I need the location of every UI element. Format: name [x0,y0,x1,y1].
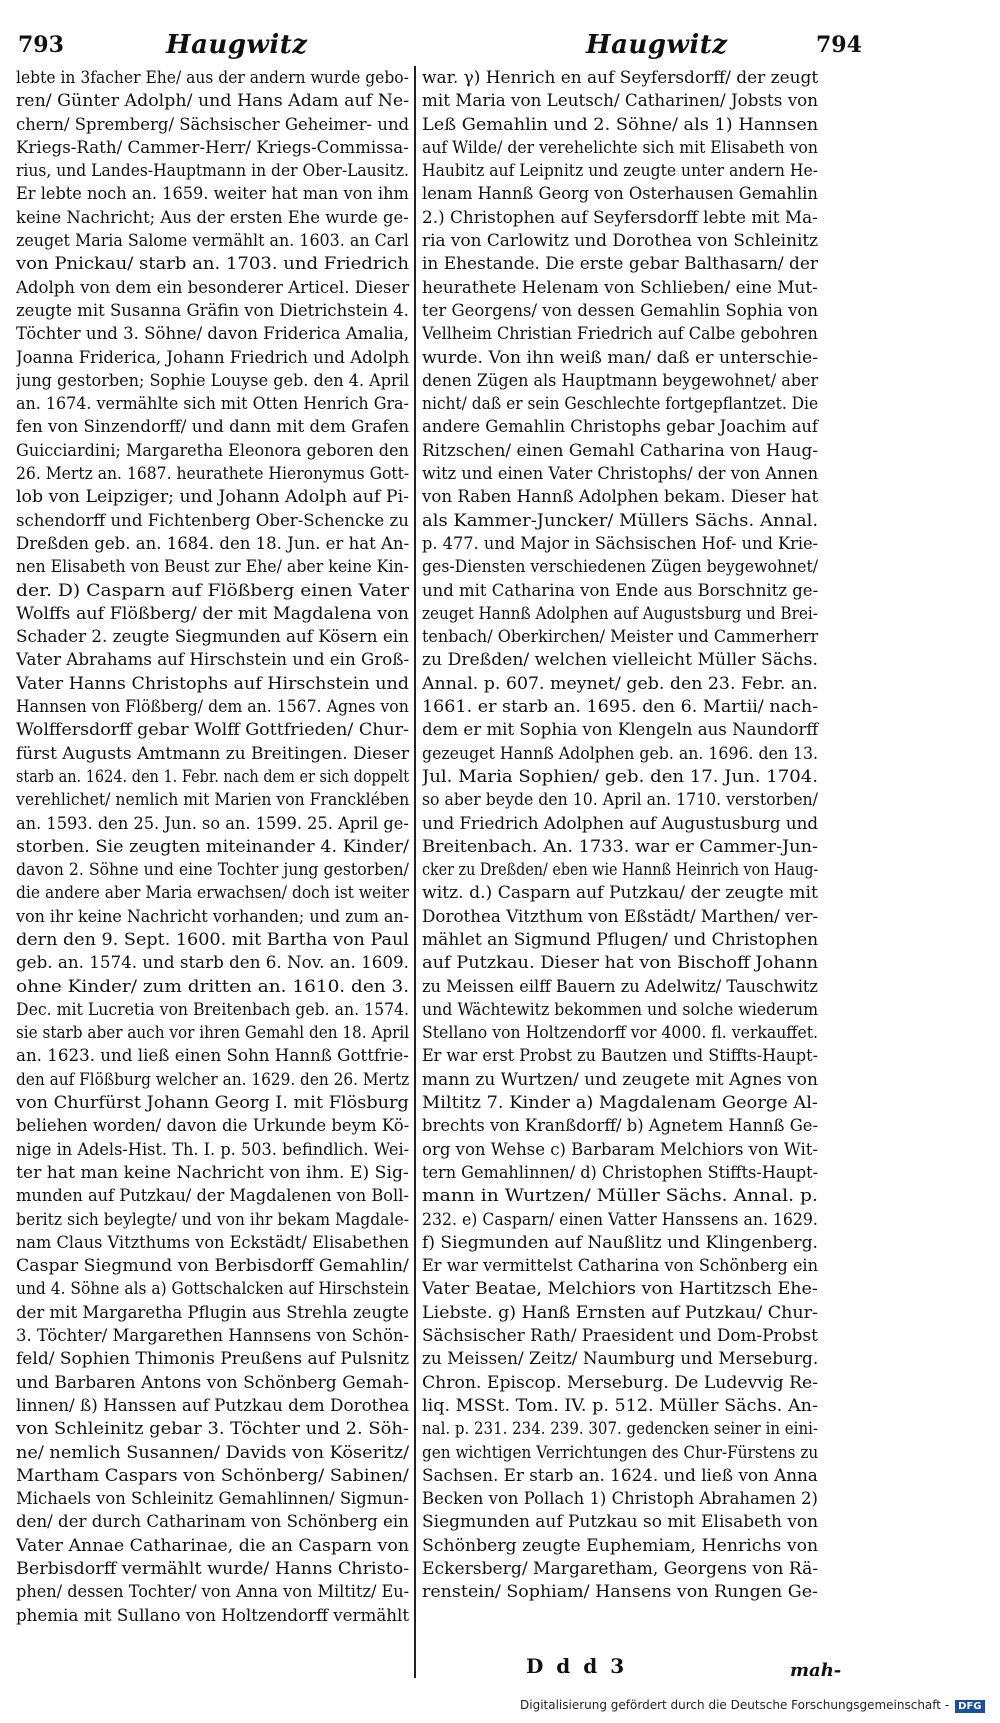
text-line: sie starb aber auch vor ihren Gemahl den 18. April [16,1022,410,1043]
text-line: schendorff und Fichtenberg Ober-Schencke zu [16,509,409,530]
text-line: Kriegs-Rath/ Cammer-Herr/ Kriegs-Commissa- [16,136,409,157]
text-line: zu Meissen/ Zeitz/ Naumburg und Merseburg. [422,1348,819,1369]
text-line: Ritzschen/ einen Gemahl Catharina von Haug- [422,439,818,460]
text-line: an. 1593. den 25. Jun. so an. 1599. 25. April ge- [16,812,409,833]
text-line: Siegmunden auf Putzkau so mit Elisabeth von [422,1511,819,1532]
text-line: Schönberg zeugte Euphemiam, Henrichs von [422,1534,819,1555]
text-line: cker zu Dreßden/ eben wie Hannß Heinrich von Haug- [422,859,819,880]
text-line: Jul. Maria Sophien/ geb. den 17. Jun. 1704. [422,765,819,786]
text-line: Dreßden geb. an. 1684. den 18. Jun. er hat An- [16,532,410,553]
text-line: Adolph von dem ein besonderer Articel. Dieser [16,276,410,297]
text-line: munden auf Putzkau/ der Magdalenen von Boll- [16,1185,409,1206]
text-line: tenbach/ Oberkirchen/ Meister und Cammerherr [422,626,819,647]
text-line: ter hat man keine Nachricht von ihm. E) Sig- [16,1161,409,1182]
text-line: beritz sich beylegte/ und von ihr bekam Magdale- [16,1208,410,1229]
text-line: Schader 2. zeugte Siegmunden auf Kösern ein [16,626,409,647]
text-line: Leß Gemahlin und 2. Söhne/ als 1) Hannsen [422,113,819,134]
text-line: an. 1623. und ließ einen Sohn Hannß Gottfrie- [16,1045,409,1066]
text-line: Vater Annae Catharinae, die an Casparn von [16,1534,410,1555]
text-line: mählet an Sigmund Pflugen/ und Christophen [422,928,819,949]
text-line: storben. Sie zeugten miteinander 4. Kinder/ [16,835,409,856]
text-line: dem er mit Sophia von Klengeln aus Naundorff [422,719,819,740]
text-line: ria von Carlowitz und Dorothea von Schleinitz [422,230,819,251]
text-line: feld/ Sophien Thimonis Preußens auf Pulsnitz [16,1348,410,1369]
text-line: und mit Catharina von Ende aus Borschnitz ge- [422,579,819,600]
text-line: gezeuget Hannß Adolphen geb. an. 1696. den 13. [422,742,819,763]
text-line: jung gestorben; Sophie Louyse geb. den 4. April [16,369,410,390]
text-line: der mit Margaretha Pflugin aus Strehla zeugte [16,1301,409,1322]
dfg-logo: DFG [955,1700,984,1713]
text-line: Vater Abrahams auf Hirschstein und ein Groß- [16,649,410,670]
text-line: und Barbaren Antons von Schönberg Gemah- [16,1371,410,1392]
text-line: denen Zügen als Hauptmann beygewohnet/ aber [422,369,819,390]
text-line: Wolffs auf Flößberg/ der mit Magdalena von [16,602,409,623]
text-line: an. 1674. vermählte sich mit Otten Henrich Gra- [16,393,409,414]
text-line: heurathete Helenam von Schlieben/ eine Mut- [422,276,818,297]
right-running-head: Haugwitz [586,30,728,60]
text-line: Berbisdorff vermählt wurde/ Hanns Christo- [16,1558,410,1578]
text-line: ohne Kinder/ zum dritten an. 1610. den 3. [16,975,410,996]
text-line: witz. d.) Casparn auf Putzkau/ der zeugte mit [422,882,818,903]
text-line: rius, und Landes-Hauptmann in der Ober-Lausitz. [16,160,409,181]
text-line: dern den 9. Sept. 1600. mit Bartha von Paul [16,928,409,949]
text-line: 3. Töchter/ Margarethen Hannsens von Schön- [16,1325,410,1346]
text-line: Vellheim Christian Friedrich auf Calbe gebohren [422,323,818,344]
text-line: lenam Hannß Georg von Osterhausen Gemahlin [422,183,818,204]
text-line: nam Claus Vitzthums von Eckstädt/ Elisabethen [16,1231,409,1252]
book-page [16,26,906,1686]
left-running-head: Haugwitz [166,30,308,60]
text-line: Annal. p. 607. meynet/ geb. den 23. Febr. an. [422,672,818,693]
text-line: ne/ nemlich Susannen/ Davids von Köseritz/ [16,1441,410,1462]
text-line: in Ehestande. Die erste gebar Balthasarn/ der [422,253,818,274]
text-line: Vater Hanns Christophs auf Hirschstein und [16,672,409,693]
text-line: der. D) Casparn auf Flößberg einen Vater [16,579,410,600]
text-line: Töchter und 3. Söhne/ davon Friderica Amalia, [16,323,410,344]
text-line: von Raben Hannß Adolphen bekam. Dieser hat [422,486,819,507]
text-line: den/ der durch Catharinam von Schönberg ein [16,1511,409,1532]
text-line: zeugte mit Susanna Gräfin von Dietrichstein 4. [16,299,409,320]
text-line: und Friedrich Adolphen auf Augustusburg und [422,812,819,833]
signature-mark: D d d 3 [526,1654,628,1678]
text-line: so aber beyde den 10. April an. 1710. verstorben/ [422,789,818,810]
text-line: Vater Beatae, Melchiors von Hartitzsch Ehe- [422,1278,818,1299]
text-line: Becken von Pollach 1) Christoph Abrahamen 2) [422,1488,818,1509]
text-line: phemia mit Sullano von Holtzendorff vermählt [16,1604,410,1625]
text-line: mann in Wurtzen/ Müller Sächs. Annal. p. [422,1185,818,1206]
text-line: Joanna Friderica, Johann Friedrich und Adolph [16,346,410,367]
left-column [16,66,411,1676]
text-line: nen Elisabeth von Beust zur Ehe/ aber keine Kin- [16,556,409,577]
text-line: 1661. er starb an. 1695. den 6. Martii/ nach- [422,696,819,717]
text-line: liq. MSSt. Tom. IV. p. 512. Müller Sächs. An- [422,1394,818,1415]
text-line: starb an. 1624. den 1. Febr. nach dem er sich doppelt [16,765,410,786]
footer-text: Digitalisierung gefördert durch die Deutsche Forschungsgemeinschaft - [520,1698,950,1712]
text-line: von Schleinitz gebar 3. Töchter und 2. Söh- [16,1418,409,1439]
text-line: witz und einen Vater Christophs/ der von Annen [422,463,819,484]
text-line: linnen/ ß) Hanssen auf Putzkau dem Dorothea [16,1394,410,1415]
text-line: von ihr keine Nachricht vorhanden; und zum an- [16,905,410,926]
text-line: gen wichtigen Verrichtungen des Chur-Fürstens zu [422,1441,819,1462]
catchword: mah- [790,1660,842,1681]
text-line: und Wächtewitz bekommen und solche wiederum [422,998,819,1019]
text-line: org von Wehse c) Barbaram Melchiors von Wit- [422,1138,818,1159]
text-line: Caspar Siegmund von Berbisdorff Gemahlin/ [16,1255,409,1276]
text-line: zeuget Maria Salome vermählt an. 1603. an Carl [16,230,409,251]
text-line: ges-Diensten verschiedenen Zügen beygewohnet/ [422,556,819,577]
text-line: den auf Flößburg welcher an. 1629. den 26. Mertz [16,1068,410,1089]
text-line: auf Wilde/ der verehelichte sich mit Elisabeth von [422,136,818,157]
text-line: andere Gemahlin Christophs gebar Joachim auf [422,416,818,437]
page-header [16,26,906,60]
text-line: geb. an. 1574. und starb den 6. Nov. an. 1609. [16,952,409,973]
text-line: zu Dreßden/ welchen vielleicht Müller Sächs. [422,649,818,670]
text-line: ter Georgens/ von dessen Gemahlin Sophia von [422,299,818,320]
text-line: phen/ dessen Tochter/ von Anna von Miltitz/ Eu- [16,1581,410,1602]
text-line: Sächsischer Rath/ Praesident und Dom-Probst [422,1325,818,1346]
text-line: Er war erst Probst zu Bautzen und Stiffts-Haupt- [422,1045,819,1066]
text-line: zeuget Hannß Adolphen auf Augustsburg und Brei- [422,602,818,623]
text-line: und 4. Söhne als a) Gottschalcken auf Hirschstein [16,1278,409,1299]
text-line: auf Putzkau. Dieser hat von Bischoff Johann [422,952,819,973]
text-line: brechts von Kranßdorff/ b) Agnetem Hannß Ge- [422,1115,819,1136]
text-line: davon 2. Söhne und eine Tochter jung gestorben/ [16,859,409,880]
text-line: chern/ Spremberg/ Sächsischer Geheimer- und [16,113,410,134]
left-page-number: 793 [18,32,64,58]
text-line: mann zu Wurtzen/ und zeugete mit Agnes von [422,1068,818,1089]
text-line: keine Nachricht; Aus der ersten Ehe wurde ge- [16,206,409,227]
text-line: zu Meissen eilff Bauern zu Adelwitz/ Tauschwitz [422,975,818,996]
column-rule [414,66,416,1678]
text-line: Dorothea Vitzthum von Eßstädt/ Marthen/ ver- [422,905,819,926]
text-line: als Kammer-Juncker/ Müllers Sächs. Annal. [422,509,819,530]
text-line: die andere aber Maria erwachsen/ doch ist weiter [16,882,409,903]
text-line: renstein/ Sophiam/ Hansens von Rungen Ge- [422,1581,818,1602]
text-line: von Pnickau/ starb an. 1703. und Friedrich [16,253,409,274]
text-line: war. γ) Henrich en auf Seyfersdorff/ der zeugt [422,67,819,87]
text-line: 232. e) Casparn/ einen Vatter Hanssens an. 1629. [422,1208,818,1229]
text-line: von Churfürst Johann Georg I. mit Flösburg [16,1092,409,1113]
text-line: wurde. Von ihn weiß man/ daß er unterschie- [422,346,819,367]
text-line: Michaels von Schleinitz Gemahlinnen/ Sigmun- [16,1488,410,1509]
text-line: Haubitz auf Leipnitz und zeugte unter andern He- [422,160,818,181]
text-line: Liebste. g) Hanß Ernsten auf Putzkau/ Chur- [422,1301,818,1322]
text-line: lob von Leipziger; und Johann Adolph auf Pi- [16,486,409,507]
text-line: Er war vermittelst Catharina von Schönberg ein [422,1255,818,1276]
text-line: f) Siegmunden auf Naußlitz und Klingenberg. [422,1231,818,1252]
text-line: Stellano von Holtzendorff vor 4000. fl. verkauffet. [422,1022,819,1043]
text-line: nicht/ daß er sein Geschlechte fortgepflantzet. Die [422,393,819,414]
text-line: nige in Adels-Hist. Th. I. p. 503. befindlich. Wei- [16,1138,410,1159]
text-line: lebte in 3facher Ehe/ aus der andern wurde gebo- [16,67,409,87]
text-line: Er lebte noch an. 1659. weiter hat man von ihm [16,183,409,204]
text-line: Chron. Episcop. Merseburg. De Ludevvig Re- [422,1371,819,1392]
text-line: p. 477. und Major in Sächsischen Hof- und Krie- [422,532,819,553]
text-line: fen von Sinzendorff/ und dann mit dem Grafen [16,416,410,437]
digitization-footer [520,1696,990,1716]
text-line: Eckersberg/ Margaretham, Georgens von Rä- [422,1558,819,1578]
text-line: beliehen worden/ davon die Urkunde beym Kö- [16,1115,410,1136]
text-line: Sachsen. Er starb an. 1624. und ließ von Anna [422,1464,818,1485]
text-line: fürst Augusts Amtmann zu Breitingen. Dieser [16,742,410,763]
text-line: verehlichet/ nemlich mit Marien von Francklében [16,789,410,810]
text-line: ren/ Günter Adolph/ und Hans Adam auf Ne- [16,90,410,111]
text-line: Miltitz 7. Kinder a) Magdalenam George Al- [422,1092,818,1113]
text-line: 26. Mertz an. 1687. heurathete Hieronymus Gott- [16,463,410,484]
text-line: Hannsen von Flößberg/ dem an. 1567. Agnes von [16,696,409,717]
text-line: Martham Caspars von Schönberg/ Sabinen/ [16,1464,409,1485]
text-line: Breitenbach. An. 1733. war er Cammer-Jun- [422,835,818,856]
text-line: 2.) Christophen auf Seyfersdorff lebte mit Ma- [422,206,818,227]
right-page-number: 794 [816,32,862,58]
text-line: Guicciardini; Margaretha Eleonora geboren den [16,439,409,460]
text-line: Wolffersdorff gebar Wolff Gottfrieden/ Chur- [16,719,410,740]
text-line: nal. p. 231. 234. 239. 307. gedencken seiner in eini- [422,1418,818,1439]
right-column [422,66,820,1676]
text-line: mit Maria von Leutsch/ Catharinen/ Jobsts von [422,90,819,111]
text-line: tern Gemahlinnen/ d) Christophen Stiffts-Haupt- [422,1161,819,1182]
text-line: Dec. mit Lucretia von Breitenbach geb. an. 1574. [16,998,410,1019]
